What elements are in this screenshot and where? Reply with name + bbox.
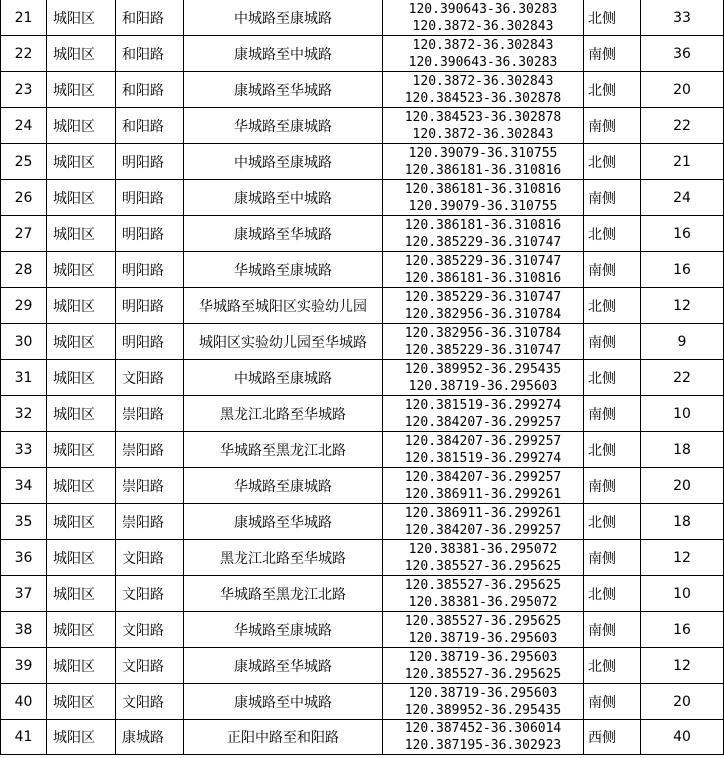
coord-start: 120.386181-36.310816 — [404, 217, 562, 233]
road-cell: 崇阳路 — [116, 432, 184, 468]
coord-end: 120.389952-36.295435 — [404, 702, 562, 718]
section-cell: 中城路至康城路 — [184, 144, 383, 180]
coord-end: 120.386911-36.299261 — [404, 486, 562, 502]
count-cell: 10 — [641, 576, 724, 612]
count-cell: 36 — [641, 36, 724, 72]
road-cell: 文阳路 — [116, 612, 184, 648]
table-row — [1, 252, 724, 288]
coordinates-cell — [383, 0, 584, 36]
count-cell: 16 — [641, 216, 724, 252]
coordinates-cell — [383, 396, 584, 432]
district-cell: 城阳区 — [47, 612, 116, 648]
district-cell: 城阳区 — [47, 468, 116, 504]
coordinates-cell — [383, 180, 584, 216]
district-cell: 城阳区 — [47, 180, 116, 216]
table-row — [1, 540, 724, 576]
section-cell: 康城路至华城路 — [184, 216, 383, 252]
table-row — [1, 360, 724, 396]
road-cell: 和阳路 — [116, 108, 184, 144]
coord-end: 120.385527-36.295625 — [404, 666, 562, 682]
road-cell: 文阳路 — [116, 576, 184, 612]
count-cell: 20 — [641, 468, 724, 504]
district-cell: 城阳区 — [47, 576, 116, 612]
count-cell: 22 — [641, 108, 724, 144]
district-cell: 城阳区 — [47, 252, 116, 288]
count-cell: 16 — [641, 612, 724, 648]
count-cell: 10 — [641, 396, 724, 432]
side-cell: 南侧 — [584, 468, 641, 504]
road-cell: 文阳路 — [116, 684, 184, 720]
coord-start: 120.38719-36.295603 — [408, 649, 558, 665]
coord-end: 120.38719-36.295603 — [408, 630, 558, 646]
district-cell: 城阳区 — [47, 144, 116, 180]
coordinates-cell — [383, 108, 584, 144]
count-cell: 21 — [641, 144, 724, 180]
table-row — [1, 504, 724, 540]
coord-end: 120.382956-36.310784 — [404, 306, 562, 322]
district-cell: 城阳区 — [47, 396, 116, 432]
coord-start: 120.389952-36.295435 — [404, 361, 562, 377]
coord-end: 120.385229-36.310747 — [404, 234, 562, 250]
section-cell: 华城路至康城路 — [184, 468, 383, 504]
coord-end: 120.384523-36.302878 — [404, 90, 562, 106]
section-cell: 康城路至中城路 — [184, 180, 383, 216]
road-cell: 明阳路 — [116, 216, 184, 252]
coord-end: 120.387195-36.302923 — [404, 738, 562, 753]
table-row — [1, 72, 724, 108]
road-cell: 文阳路 — [116, 540, 184, 576]
coord-start: 120.386911-36.299261 — [404, 505, 562, 521]
coordinates-cell — [383, 252, 584, 288]
count-cell: 33 — [641, 0, 724, 36]
table-row — [1, 648, 724, 684]
coord-start: 120.385229-36.310747 — [404, 253, 562, 269]
district-cell: 城阳区 — [47, 648, 116, 684]
count-cell: 16 — [641, 252, 724, 288]
side-cell: 北侧 — [584, 0, 641, 36]
row-number: 27 — [1, 216, 47, 252]
row-number: 34 — [1, 468, 47, 504]
coordinates-cell — [383, 720, 584, 755]
count-cell: 24 — [641, 180, 724, 216]
coord-end: 120.38381-36.295072 — [408, 594, 558, 610]
coordinates-cell — [383, 612, 584, 648]
side-cell: 北侧 — [584, 216, 641, 252]
count-cell: 18 — [641, 432, 724, 468]
road-cell: 明阳路 — [116, 180, 184, 216]
row-number: 32 — [1, 396, 47, 432]
coord-end: 120.3872-36.302843 — [412, 126, 554, 142]
side-cell: 南侧 — [584, 612, 641, 648]
side-cell: 北侧 — [584, 432, 641, 468]
coordinates-cell — [383, 468, 584, 504]
count-cell: 40 — [641, 720, 724, 755]
coord-start: 120.3872-36.302843 — [412, 37, 554, 53]
count-cell: 22 — [641, 360, 724, 396]
side-cell: 南侧 — [584, 396, 641, 432]
table-row — [1, 324, 724, 360]
road-cell: 文阳路 — [116, 648, 184, 684]
section-cell: 华城路至康城路 — [184, 612, 383, 648]
district-cell: 城阳区 — [47, 540, 116, 576]
section-cell: 黑龙江北路至华城路 — [184, 540, 383, 576]
coord-start: 120.384523-36.302878 — [404, 109, 562, 125]
row-number: 28 — [1, 252, 47, 288]
road-cell: 明阳路 — [116, 324, 184, 360]
road-cell: 文阳路 — [116, 360, 184, 396]
row-number: 30 — [1, 324, 47, 360]
table-row — [1, 216, 724, 252]
coord-start: 120.387452-36.306014 — [404, 721, 562, 736]
coord-end: 120.384207-36.299257 — [404, 414, 562, 430]
section-cell: 华城路至黑龙江北路 — [184, 576, 383, 612]
table-row — [1, 432, 724, 468]
coord-end: 120.3872-36.302843 — [412, 18, 554, 34]
table-row — [1, 144, 724, 180]
table-row — [1, 0, 724, 36]
district-cell: 城阳区 — [47, 684, 116, 720]
count-cell: 12 — [641, 540, 724, 576]
coord-end: 120.381519-36.299274 — [404, 450, 562, 466]
count-cell: 20 — [641, 72, 724, 108]
section-cell: 康城路至华城路 — [184, 72, 383, 108]
coordinates-cell — [383, 432, 584, 468]
row-number: 37 — [1, 576, 47, 612]
coord-end: 120.390643-36.30283 — [408, 54, 558, 70]
coord-start: 120.3872-36.302843 — [412, 73, 554, 89]
road-cell: 明阳路 — [116, 144, 184, 180]
row-number: 22 — [1, 36, 47, 72]
row-number: 21 — [1, 0, 47, 36]
coord-start: 120.384207-36.299257 — [404, 433, 562, 449]
row-number: 25 — [1, 144, 47, 180]
coordinates-cell — [383, 324, 584, 360]
side-cell: 北侧 — [584, 576, 641, 612]
row-number: 33 — [1, 432, 47, 468]
district-cell: 城阳区 — [47, 720, 116, 755]
coord-end: 120.385229-36.310747 — [404, 342, 562, 358]
row-number: 24 — [1, 108, 47, 144]
road-cell: 崇阳路 — [116, 468, 184, 504]
coordinates-cell — [383, 144, 584, 180]
side-cell: 南侧 — [584, 180, 641, 216]
section-cell: 康城路至华城路 — [184, 504, 383, 540]
section-cell: 城阳区实验幼儿园至华城路 — [184, 324, 383, 360]
coordinates-cell — [383, 576, 584, 612]
road-cell: 康城路 — [116, 720, 184, 755]
count-cell: 9 — [641, 324, 724, 360]
coordinates-cell — [383, 540, 584, 576]
section-cell: 黑龙江北路至华城路 — [184, 396, 383, 432]
side-cell: 南侧 — [584, 324, 641, 360]
row-number: 39 — [1, 648, 47, 684]
coordinates-cell — [383, 648, 584, 684]
section-cell: 华城路至城阳区实验幼儿园 — [184, 288, 383, 324]
district-cell: 城阳区 — [47, 432, 116, 468]
coord-start: 120.385527-36.295625 — [404, 577, 562, 593]
district-cell: 城阳区 — [47, 36, 116, 72]
side-cell: 南侧 — [584, 36, 641, 72]
side-cell: 西侧 — [584, 720, 641, 755]
side-cell: 北侧 — [584, 360, 641, 396]
road-cell: 和阳路 — [116, 0, 184, 36]
side-cell: 南侧 — [584, 540, 641, 576]
coord-start: 120.385527-36.295625 — [404, 613, 562, 629]
table-row — [1, 288, 724, 324]
table-row — [1, 108, 724, 144]
count-cell: 18 — [641, 504, 724, 540]
district-cell: 城阳区 — [47, 108, 116, 144]
coord-start: 120.385229-36.310747 — [404, 289, 562, 305]
section-cell: 中城路至康城路 — [184, 0, 383, 36]
district-cell: 城阳区 — [47, 216, 116, 252]
side-cell: 北侧 — [584, 648, 641, 684]
side-cell: 北侧 — [584, 72, 641, 108]
coordinates-cell — [383, 360, 584, 396]
table-row — [1, 180, 724, 216]
district-cell: 城阳区 — [47, 0, 116, 36]
section-cell: 康城路至中城路 — [184, 684, 383, 720]
section-cell: 中城路至康城路 — [184, 360, 383, 396]
side-cell: 北侧 — [584, 288, 641, 324]
coord-end: 120.385527-36.295625 — [404, 558, 562, 574]
coord-start: 120.38381-36.295072 — [408, 541, 558, 557]
section-cell: 华城路至康城路 — [184, 108, 383, 144]
coord-start: 120.384207-36.299257 — [404, 469, 562, 485]
coord-end: 120.386181-36.310816 — [404, 162, 562, 178]
coord-start: 120.382956-36.310784 — [404, 325, 562, 341]
coordinates-cell — [383, 72, 584, 108]
table-row — [1, 468, 724, 504]
row-number: 40 — [1, 684, 47, 720]
coord-start: 120.390643-36.30283 — [408, 1, 558, 17]
row-number: 35 — [1, 504, 47, 540]
row-number: 41 — [1, 720, 47, 755]
road-cell: 明阳路 — [116, 288, 184, 324]
count-cell: 12 — [641, 648, 724, 684]
table-row — [1, 720, 724, 755]
section-cell: 华城路至康城路 — [184, 252, 383, 288]
coord-end: 120.39079-36.310755 — [408, 198, 558, 214]
side-cell: 北侧 — [584, 144, 641, 180]
section-cell: 华城路至黑龙江北路 — [184, 432, 383, 468]
road-cell: 和阳路 — [116, 36, 184, 72]
coord-start: 120.38719-36.295603 — [408, 685, 558, 701]
table-row — [1, 396, 724, 432]
road-cell: 崇阳路 — [116, 504, 184, 540]
side-cell: 南侧 — [584, 252, 641, 288]
count-cell: 20 — [641, 684, 724, 720]
side-cell: 北侧 — [584, 504, 641, 540]
row-number: 23 — [1, 72, 47, 108]
district-cell: 城阳区 — [47, 360, 116, 396]
table-body — [1, 0, 724, 755]
coordinates-cell — [383, 504, 584, 540]
coord-end: 120.38719-36.295603 — [408, 378, 558, 394]
road-cell: 崇阳路 — [116, 396, 184, 432]
road-cell: 和阳路 — [116, 72, 184, 108]
coord-start: 120.386181-36.310816 — [404, 181, 562, 197]
coord-start: 120.39079-36.310755 — [408, 145, 558, 161]
row-number: 26 — [1, 180, 47, 216]
coordinates-cell — [383, 36, 584, 72]
district-cell: 城阳区 — [47, 504, 116, 540]
table-row — [1, 36, 724, 72]
table-row — [1, 684, 724, 720]
table-row — [1, 612, 724, 648]
section-cell: 正阳中路至和阳路 — [184, 720, 383, 755]
count-cell: 12 — [641, 288, 724, 324]
coord-end: 120.384207-36.299257 — [404, 522, 562, 538]
coordinates-cell — [383, 216, 584, 252]
district-cell: 城阳区 — [47, 288, 116, 324]
row-number: 38 — [1, 612, 47, 648]
table-row — [1, 576, 724, 612]
coordinates-cell — [383, 684, 584, 720]
district-cell: 城阳区 — [47, 324, 116, 360]
section-cell: 康城路至华城路 — [184, 648, 383, 684]
district-cell: 城阳区 — [47, 72, 116, 108]
coord-end: 120.386181-36.310816 — [404, 270, 562, 286]
side-cell: 南侧 — [584, 684, 641, 720]
row-number: 29 — [1, 288, 47, 324]
row-number: 31 — [1, 360, 47, 396]
row-number: 36 — [1, 540, 47, 576]
section-cell: 康城路至中城路 — [184, 36, 383, 72]
road-cell: 明阳路 — [116, 252, 184, 288]
side-cell: 南侧 — [584, 108, 641, 144]
coord-start: 120.381519-36.299274 — [404, 397, 562, 413]
coordinates-cell — [383, 288, 584, 324]
